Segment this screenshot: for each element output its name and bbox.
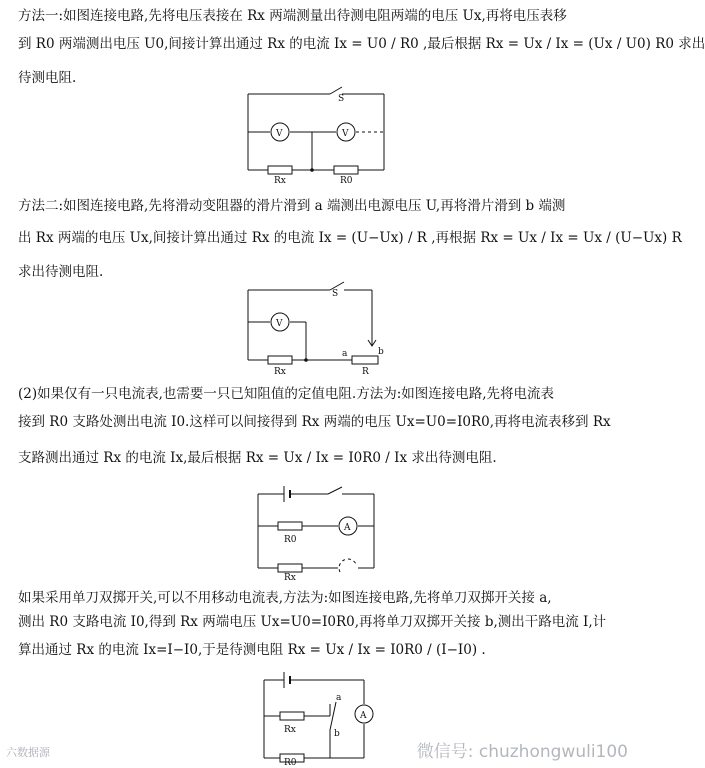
method3-resistance-formula: Rx = Ux / Ix = I0R0 / Ix	[245, 450, 408, 466]
method2-line3: 求出待测电阻.	[18, 264, 104, 280]
method1-line2-text-c: 求出	[678, 36, 705, 52]
label-rx: Rx	[274, 367, 286, 377]
method4-line3-text-b: .	[481, 642, 486, 658]
label-r: R	[362, 367, 369, 377]
label-rx: Rx	[284, 573, 296, 583]
label-end-a: a	[342, 349, 348, 359]
label-voltmeter-1: V	[276, 129, 283, 139]
method1-line3: 待测电阻.	[18, 70, 77, 86]
wechat-watermark: 微信号: chuzhongwuli100	[416, 742, 628, 762]
method3-line3-text-b: 求出待测电阻.	[411, 450, 497, 466]
method3-line3	[18, 448, 497, 468]
method4-resistance-formula: Rx = Ux / Ix = I0R0 / (I−I0)	[287, 642, 478, 658]
method3-line1: (2)如果仅有一只电流表,也需要一只已知阻值的定值电阻.方法为:如图连接电路,先将电流表	[18, 386, 555, 402]
label-ammeter: A	[360, 711, 367, 721]
label-r0: R0	[284, 535, 297, 545]
method2-line2-text-a: 出 Rx 两端的电压 Ux,间接计算出通过 Rx 的电流	[18, 230, 315, 246]
method1-line2-text-a: 到 R0 两端测出电压 U0,间接计算出通过 Rx 的电流	[18, 36, 330, 52]
label-voltmeter: V	[276, 319, 283, 329]
method1-line2	[18, 34, 705, 54]
label-r0: R0	[284, 758, 297, 768]
label-rx: Rx	[274, 176, 286, 186]
method2-current-formula: Ix = (U−Ux) / R	[318, 230, 427, 246]
circuit-diagram-ammeter-parallel	[248, 484, 388, 583]
method1-line2-text-b: ,最后根据	[423, 36, 482, 52]
method4-line3-text-a: 算出通过 Rx 的电流 Ix=I−I0,于是待测电阻	[18, 642, 284, 658]
method3-line2: 接到 R0 支路处测出电流 I0.这样可以间接得到 Rx 两端的电压 Ux=U0=I0R0,再将电流表移到 Rx	[18, 414, 611, 430]
method1-line1: 方法一:如图连接电路,先将电压表接在 Rx 两端测量出待测电阻两端的电压 Ux,再将电压表移	[18, 8, 567, 24]
circuit-diagram-spdt-switch	[254, 672, 384, 766]
label-switch: S	[332, 289, 339, 299]
label-r0: R0	[340, 176, 353, 186]
label-rx: Rx	[284, 725, 296, 735]
source-watermark: 六数据源	[6, 746, 50, 759]
method2-line2	[18, 228, 682, 248]
label-switch: S	[338, 94, 345, 104]
label-contact-b: b	[334, 729, 340, 739]
method4-line2: 测出 R0 支路电流 I0,得到 Rx 两端电压 Ux=U0=I0R0,再将单刀双掷开关接 b,测出干路电流 I,计	[18, 614, 607, 630]
label-end-b: b	[378, 347, 384, 357]
label-ammeter: A	[344, 523, 351, 533]
method3-line3-text-a: 支路测出通过 Rx 的电流 Ix,最后根据	[18, 450, 242, 466]
label-voltmeter-2: V	[342, 129, 349, 139]
label-contact-a: a	[336, 693, 342, 703]
method2-line2-text-b: ,再根据	[431, 230, 477, 246]
method2-line1: 方法二:如图连接电路,先将滑动变阻器的滑片滑到 a 端测出电源电压 U,再将滑片滑到 b 端测	[18, 198, 566, 214]
method1-resistance-formula: Rx = Ux / Ix = (Ux / U0) R0	[485, 36, 674, 52]
method1-current-formula: Ix = U0 / R0	[334, 36, 419, 52]
method2-resistance-formula: Rx = Ux / Ix = Ux / (U−Ux) R	[480, 230, 682, 246]
circuit-diagram-voltmeter-series	[238, 88, 388, 184]
method4-line1: 如果采用单刀双掷开关,可以不用移动电流表,方法为:如图连接电路,先将单刀双掷开关接 a,	[18, 590, 552, 606]
circuit-diagram-rheostat	[238, 282, 388, 378]
method4-line3	[18, 640, 486, 660]
